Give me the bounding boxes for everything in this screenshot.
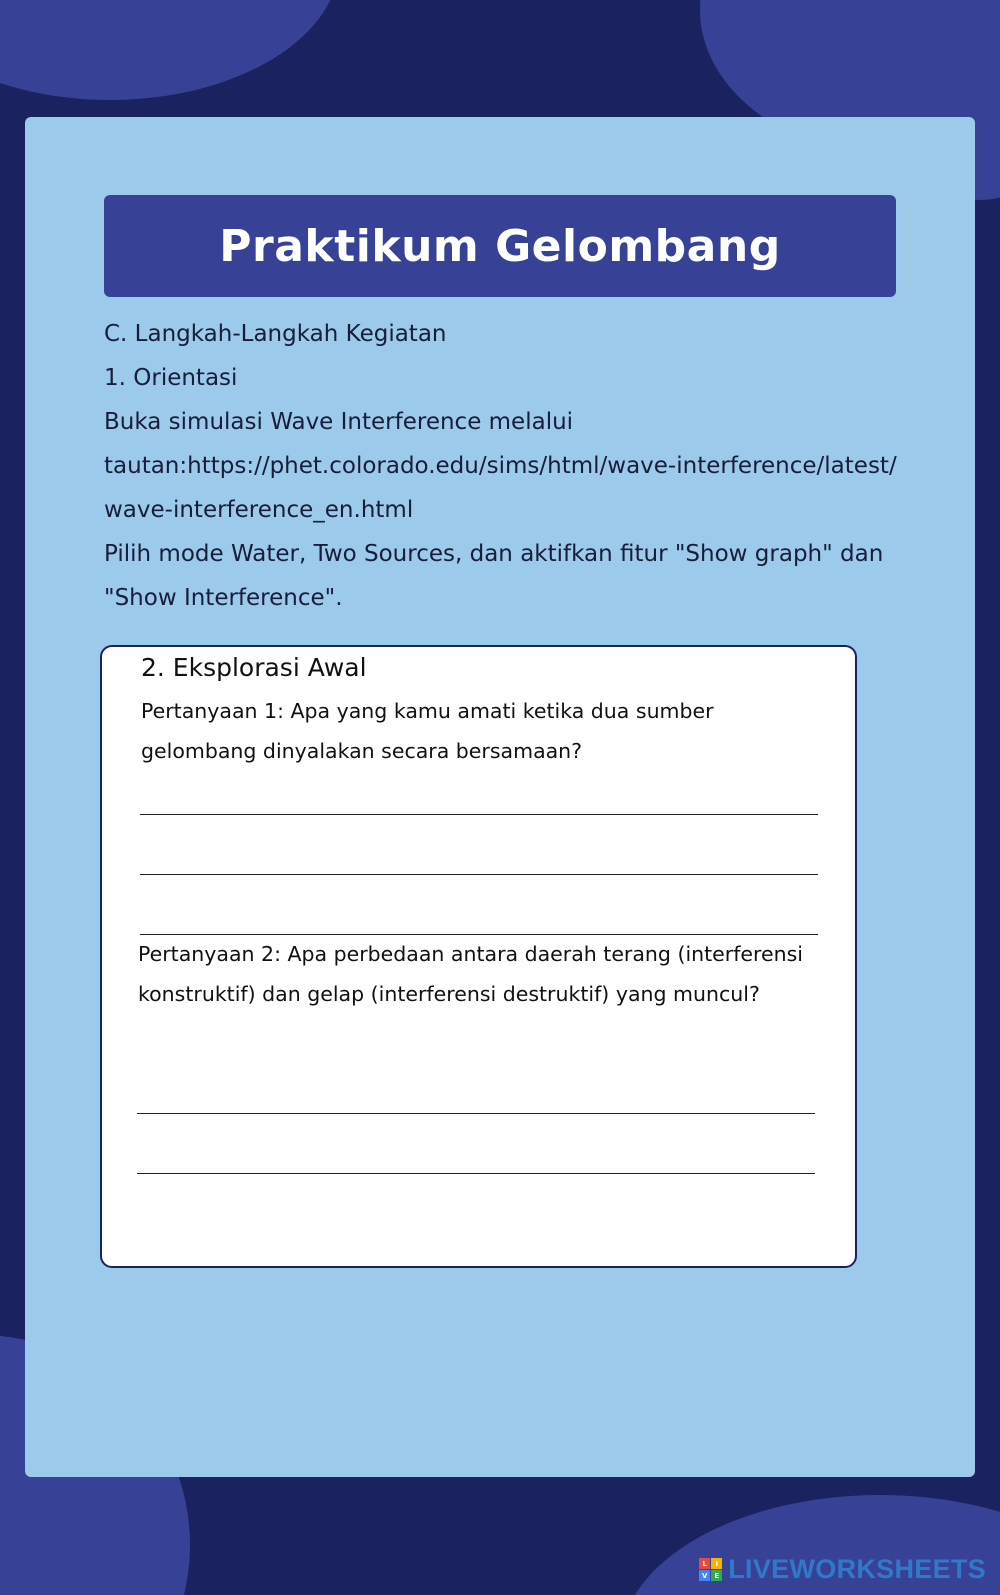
page-title: Praktikum Gelombang xyxy=(219,220,781,272)
answer-line-q2-1[interactable] xyxy=(137,1113,815,1114)
instruction-text-2: Pilih mode Water, Two Sources, dan aktifkan fitur "Show graph" dan "Show Interference". xyxy=(104,541,884,611)
exploration-box xyxy=(100,645,857,1268)
intro-section xyxy=(104,312,904,620)
answer-line-q1-2[interactable] xyxy=(140,874,818,875)
liveworksheets-logo-icon: L I V E xyxy=(699,1558,722,1581)
title-banner xyxy=(104,195,896,297)
exploration-heading: 2. Eksplorasi Awal xyxy=(141,653,367,682)
simulation-link[interactable]: tautan:https://phet.colorado.edu/sims/html/wave-interference/latest/wave-interference_en.html xyxy=(104,453,897,523)
worksheet-card xyxy=(25,117,975,1477)
watermark-text: LIVEWORKSHEETS xyxy=(728,1554,986,1584)
step-title: 1. Orientasi xyxy=(104,365,238,391)
answer-line-q1-1[interactable] xyxy=(140,814,818,815)
instruction-text: Buka simulasi Wave Interference melalui xyxy=(104,409,574,435)
question-2: Pertanyaan 2: Apa perbedaan antara daerah terang (interferensi konstruktif) dan gelap (interferensi destruktif) yang muncul? xyxy=(138,942,803,1006)
liveworksheets-watermark xyxy=(699,1554,986,1585)
section-title: C. Langkah-Langkah Kegiatan xyxy=(104,321,447,347)
answer-line-q2-2[interactable] xyxy=(137,1173,815,1174)
decorative-blob-top-left xyxy=(0,0,340,100)
question-1: Pertanyaan 1: Apa yang kamu amati ketika dua sumber gelombang dinyalakan secara bersamaan? xyxy=(141,699,714,763)
